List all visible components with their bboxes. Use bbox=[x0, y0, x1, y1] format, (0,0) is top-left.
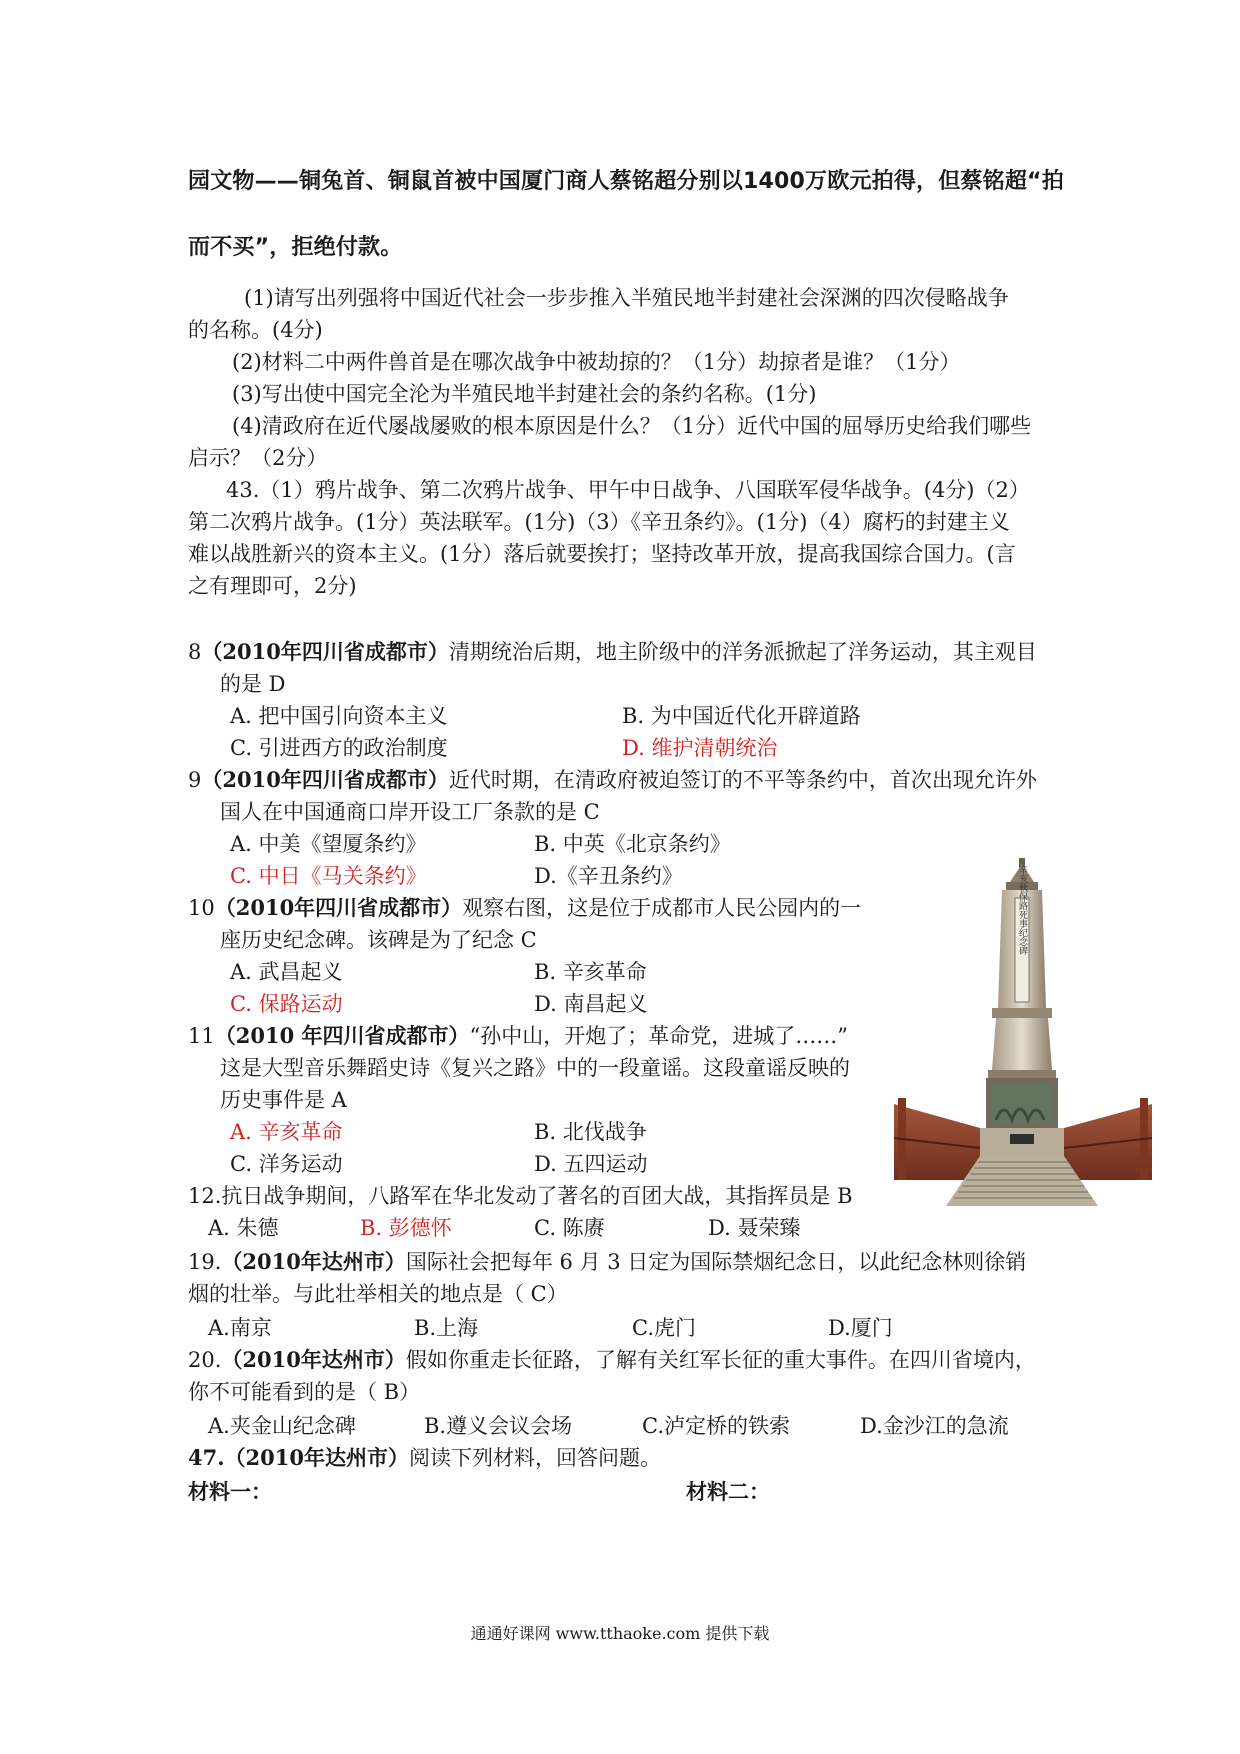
q43-answer-4: 之有理即可，2分) bbox=[188, 574, 357, 598]
q19-source: （2010年达州市） bbox=[221, 1249, 406, 1274]
monument-drawing bbox=[888, 858, 1158, 1206]
q8-option-b: B. 为中国近代化开辟道路 bbox=[622, 704, 861, 728]
q19-stem-2: 烟的壮举。与此壮举相关的地点是（ C） bbox=[188, 1282, 568, 1306]
q20-option-c: C.泸定桥的铁索 bbox=[642, 1414, 790, 1438]
q43-answer-2: 第二次鸦片战争。(1分）英法联军。(1分)（3）《辛丑条约》。(1分)（4）腐朽的封建主义 bbox=[188, 510, 1010, 534]
q20-number: 20. bbox=[188, 1348, 222, 1372]
monument-image bbox=[888, 858, 1158, 1206]
q9-stem-1 bbox=[188, 764, 1037, 796]
q8-stem-2: 的是 D bbox=[220, 672, 286, 696]
q10-number: 10 bbox=[188, 896, 215, 920]
q11-text-1: “孙中山，开炮了；革命党，进城了……” bbox=[469, 1024, 848, 1048]
q20-stem-1 bbox=[188, 1344, 1036, 1376]
q19-option-d: D.厦门 bbox=[828, 1316, 893, 1340]
q43-part1-a: (1)请写出列强将中国近代社会一步步推入半殖民地半封建社会深渊的四次侵略战争 bbox=[244, 286, 1009, 310]
q19-stem-1 bbox=[188, 1246, 1026, 1278]
material-one-label: 材料一： bbox=[188, 1479, 272, 1504]
q8-source: （2010年四川省成都市） bbox=[201, 639, 449, 664]
q9-text-1: 近代时期，在清政府被迫签订的不平等条约中，首次出现允许外 bbox=[448, 768, 1037, 792]
q8-option-a: A. 把中国引向资本主义 bbox=[230, 704, 448, 728]
q20-source: （2010年达州市） bbox=[221, 1347, 406, 1372]
q19-option-c: C.虎门 bbox=[632, 1316, 696, 1340]
q20-stem-2: 你不可能看到的是（ B） bbox=[188, 1380, 421, 1404]
q9-option-a: A. 中美《望厦条约》 bbox=[230, 832, 427, 856]
q47-source: （2010年达州市） bbox=[224, 1445, 409, 1470]
q8-stem-1 bbox=[188, 636, 1037, 668]
q8-number: 8 bbox=[188, 640, 202, 664]
q9-source: （2010年四川省成都市） bbox=[201, 767, 449, 792]
q43-part4-b: 启示？（2分） bbox=[188, 446, 328, 470]
q10-stem-2: 座历史纪念碑。该碑是为了纪念 C bbox=[220, 928, 537, 952]
q43-part1-b: 的名称。(4分) bbox=[188, 318, 323, 342]
q47-number: 47. bbox=[188, 1445, 225, 1470]
q43-part2: (2)材料二中两件兽首是在哪次战争中被劫掠的？（1分）劫掠者是谁？（1分） bbox=[232, 350, 961, 374]
q11-number: 11 bbox=[188, 1024, 215, 1048]
material-two-label: 材料二： bbox=[686, 1479, 770, 1504]
q10-option-b: B. 辛亥革命 bbox=[534, 960, 647, 984]
q8-text-1: 清期统治后期，地主阶级中的洋务派掀起了洋务运动，其主观目 bbox=[448, 640, 1037, 664]
q10-option-c: C. 保路运动 bbox=[230, 992, 343, 1016]
q43-answer-3: 难以战胜新兴的资本主义。(1分）落后就要挨打；坚持改革开放，提高我国综合国力。(言 bbox=[188, 542, 1016, 566]
q11-option-c: C. 洋务运动 bbox=[230, 1152, 343, 1176]
q10-stem-1 bbox=[188, 892, 861, 924]
q12-stem: 12.抗日战争期间，八路军在华北发动了著名的百团大战，其指挥员是 B bbox=[188, 1184, 853, 1208]
q10-source: （2010年四川省成都市） bbox=[214, 895, 463, 920]
q43-part4-a: (4)清政府在近代屡战屡败的根本原因是什么？（1分）近代中国的屈辱历史给我们哪些 bbox=[232, 414, 1032, 438]
q20-text-1: 假如你重走长征路，了解有关红军长征的重大事件。在四川省境内， bbox=[405, 1348, 1036, 1372]
q20-option-b: B.遵义会议会场 bbox=[424, 1414, 573, 1438]
q9-option-b: B. 中英《北京条约》 bbox=[534, 832, 731, 856]
q20-option-d: D.金沙江的急流 bbox=[860, 1414, 1009, 1438]
q10-option-a: A. 武昌起义 bbox=[230, 960, 343, 984]
q12-option-d: D. 聂荣臻 bbox=[708, 1216, 801, 1240]
q47-text: 阅读下列材料，回答问题。 bbox=[409, 1446, 661, 1470]
q11-option-a: A. 辛亥革命 bbox=[230, 1120, 343, 1144]
q9-number: 9 bbox=[188, 768, 202, 792]
q11-option-d: D. 五四运动 bbox=[534, 1152, 648, 1176]
q8-option-c: C. 引进西方的政治制度 bbox=[230, 736, 448, 760]
q12-option-a: A. 朱德 bbox=[208, 1216, 279, 1240]
q11-stem-2: 这是大型音乐舞蹈史诗《复兴之路》中的一段童谣。这段童谣反映的 bbox=[220, 1056, 850, 1080]
q43-answer-1: 43.（1）鸦片战争、第二次鸦片战争、甲午中日战争、八国联军侵华战争。(4分)（2） bbox=[226, 478, 1030, 502]
q11-stem-3: 历史事件是 A bbox=[220, 1088, 347, 1112]
q43-part3: (3)写出使中国完全沦为半殖民地半封建社会的条约名称。(1分) bbox=[232, 382, 817, 406]
page-footer: 通通好课网 www.tthaoke.com 提供下载 bbox=[470, 1624, 770, 1643]
intro-line-1: 园文物——铜兔首、铜鼠首被中国厦门商人蔡铭超分别以1400万欧元拍得，但蔡铭超“拍 bbox=[188, 169, 1064, 194]
q9-option-d: D.《辛丑条约》 bbox=[534, 864, 683, 888]
q19-text-1: 国际社会把每年 6 月 3 日定为国际禁烟纪念日，以此纪念林则徐销 bbox=[405, 1250, 1027, 1274]
monument-inscription: 辛亥秋保路死事纪念碑 bbox=[1017, 865, 1027, 955]
q11-stem-1 bbox=[188, 1020, 848, 1052]
q19-option-b: B.上海 bbox=[414, 1316, 479, 1340]
q12-option-c: C. 陈赓 bbox=[534, 1216, 605, 1240]
q11-option-b: B. 北伐战争 bbox=[534, 1120, 647, 1144]
intro-line-2: 而不买”，拒绝付款。 bbox=[188, 235, 403, 260]
q19-number: 19. bbox=[188, 1250, 222, 1274]
q47-stem bbox=[188, 1442, 661, 1474]
q10-option-d: D. 南昌起义 bbox=[534, 992, 648, 1016]
q10-text-1: 观察右图，这是位于成都市人民公园内的一 bbox=[462, 896, 862, 920]
q12-option-b: B. 彭德怀 bbox=[360, 1216, 452, 1240]
q8-option-d: D. 维护清朝统治 bbox=[622, 736, 778, 760]
q11-source: （2010 年四川省成都市） bbox=[214, 1023, 470, 1048]
q20-option-a: A.夹金山纪念碑 bbox=[208, 1414, 356, 1438]
q19-option-a: A.南京 bbox=[208, 1316, 272, 1340]
q9-stem-2: 国人在中国通商口岸开设工厂条款的是 C bbox=[220, 800, 600, 824]
q9-option-c: C. 中日《马关条约》 bbox=[230, 864, 427, 888]
